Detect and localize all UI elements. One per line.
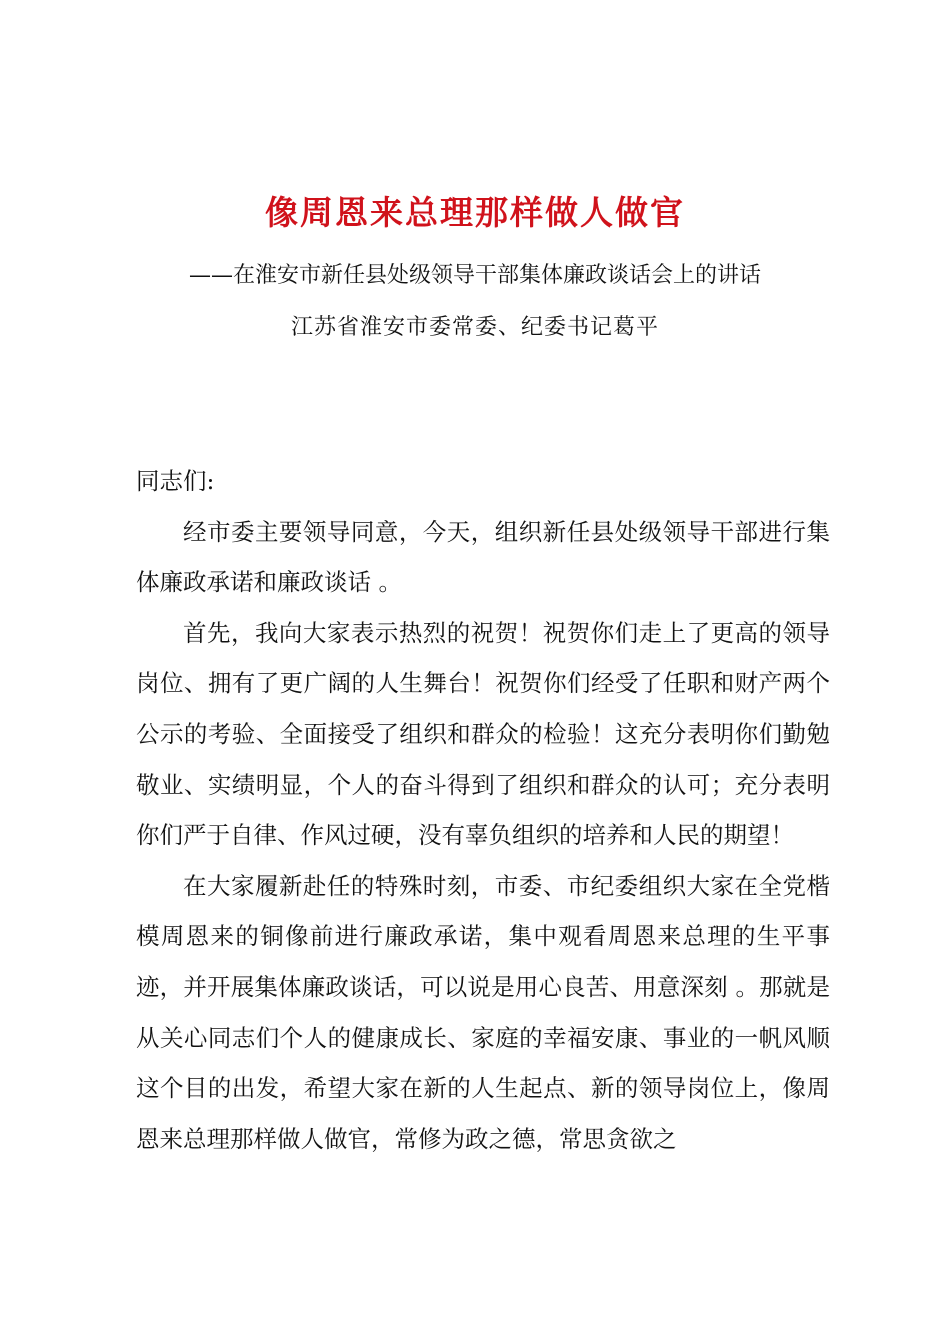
document-title: 像周恩来总理那样做人做官 bbox=[265, 193, 685, 232]
salutation: 同志们: bbox=[136, 467, 215, 495]
document-subtitle: ——在淮安市新任县处级领导干部集体廉政谈话会上的讲话 bbox=[188, 263, 761, 288]
document-author: 江苏省淮安市委常委、纪委书记葛平 bbox=[290, 315, 659, 340]
document-body bbox=[136, 456, 830, 1164]
paragraph: 在大家履新赴任的特殊时刻，市委、市纪委组织大家在全党楷模周恩来的铜像前进行廉政承诺，集中观看周恩来总理的生平事迹，并开展集体廉政谈话，可以说是用心良苦、用意深刻 。那就是从关心同志们个人的健康成长、家庭的幸福安康、事业的一帆风顺这个目的出发，希望大家在新的人生起点、新的领导岗位上，像周恩来总理那样做人做官，常修为政之德，常思贪欲之 bbox=[136, 871, 830, 1153]
paragraph: 首先，我向大家表示热烈的祝贺！祝贺你们走上了更高的领导岗位、拥有了更广阔的人生舞台！祝贺你们经受了任职和财产两个公示的考验、全面接受了组织和群众的检验！这充分表明你们勤勉敬业、实绩明显，个人的奋斗得到了组织和群众的认可；充分表明你们严于自律、作风过硬，没有辜负组织的培养和人民的期望！ bbox=[136, 618, 830, 850]
paragraph: 经市委主要领导同意，今天，组织新任县处级领导干部进行集体廉政承诺和廉政谈话 。 bbox=[136, 517, 830, 597]
